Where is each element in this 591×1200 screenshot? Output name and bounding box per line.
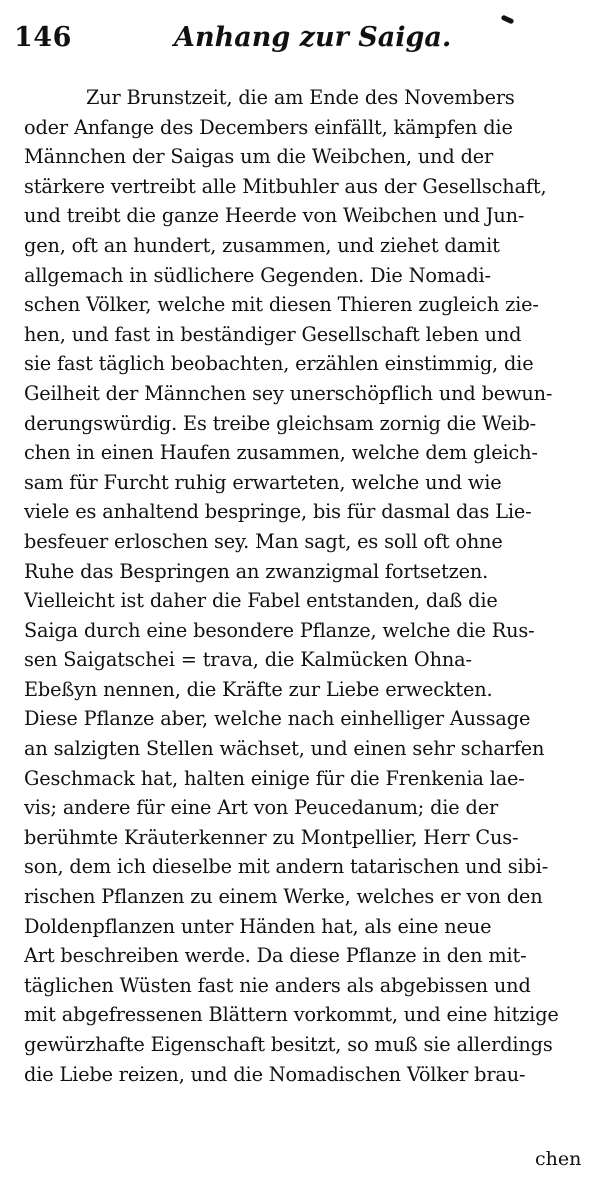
text-line: schen Völker, welche mit diesen Thieren zugleich zie-	[24, 293, 539, 317]
text-line: rischen Pflanzen zu einem Werke, welches er von den	[24, 885, 543, 909]
ink-mark	[501, 14, 515, 24]
text-line: allgemach in südlichere Gegenden. Die Nomadi-	[24, 263, 491, 287]
text-line: Saiga durch eine besondere Pflanze, welche die Rus-	[24, 618, 535, 642]
text-line: Geschmack hat, halten einige für die Frenkenia lae-	[24, 766, 525, 790]
text-line: son, dem ich dieselbe mit andern tatarischen und sibi-	[24, 855, 549, 879]
body-paragraph	[24, 83, 580, 1089]
text-line: berühmte Kräuterkenner zu Montpellier, Herr Cus-	[24, 825, 519, 849]
page-number: 146	[14, 22, 72, 53]
text-line: Art beschreiben werde. Da diese Pflanze in den mit-	[24, 944, 527, 968]
text-line: und treibt die ganze Heerde von Weibchen und Jun-	[24, 204, 525, 228]
text-line: stärkere vertreibt alle Mitbuhler aus der Gesellschaft,	[24, 174, 547, 198]
text-line: gewürzhafte Eigenschaft besitzt, so muß sie allerdings	[24, 1033, 553, 1056]
text-line: viele es anhaltend bespringe, bis für dasmal das Lie-	[24, 500, 532, 524]
text-line: sie fast täglich beobachten, erzählen einstimmig, die	[24, 352, 534, 376]
text-line: Ebeßyn nennen, die Kräfte zur Liebe erweckten.	[24, 677, 493, 701]
text-line: Zur Brunstzeit, die am Ende des Novembers	[86, 86, 515, 109]
running-title: Anhang zur Saiga.	[174, 22, 452, 53]
text-line: gen, oft an hundert, zusammen, und ziehet damit	[24, 233, 500, 257]
text-line: mit abgefressenen Blättern vorkommt, und eine hitzige	[24, 1003, 559, 1027]
text-line: Ruhe das Bespringen an zwanzigmal fortsetzen.	[24, 559, 489, 583]
text-line: die Liebe reizen, und die Nomadischen Völker brau-	[24, 1062, 526, 1086]
text-line: sam für Furcht ruhig erwarteten, welche und wie	[24, 470, 502, 494]
text-line: Männchen der Saigas um die Weibchen, und der	[24, 145, 494, 169]
text-line: hen, und fast in beständiger Gesellschaft leben und	[24, 322, 522, 346]
text-line: Vielleicht ist daher die Fabel entstanden, daß die	[24, 589, 498, 613]
text-line: Doldenpflanzen unter Händen hat, als eine neue	[24, 914, 492, 938]
text-line: chen in einen Haufen zusammen, welche dem gleich-	[24, 441, 538, 465]
text-line: oder Anfange des Decembers einfällt, kämpfen die	[24, 115, 513, 139]
text-line: besfeuer erloschen sey. Man sagt, es soll oft ohne	[24, 529, 503, 553]
text-line: Geilheit der Männchen sey unerschöpflich und bewun-	[24, 381, 553, 405]
text-line: derungswürdig. Es treibe gleichsam zornig die Weib-	[24, 411, 537, 435]
text-line: sen Saigatschei = trava, die Kalmücken Ohna-	[24, 648, 472, 672]
catchword: chen	[535, 1148, 582, 1170]
text-line: täglichen Wüsten fast nie anders als abgebissen und	[24, 973, 531, 997]
text-line: Diese Pflanze aber, welche nach einhelliger Aussage	[24, 707, 531, 731]
text-line: vis; andere für eine Art von Peucedanum; die der	[24, 796, 499, 820]
text-line: an salzigten Stellen wächset, und einen sehr scharfen	[24, 737, 545, 761]
